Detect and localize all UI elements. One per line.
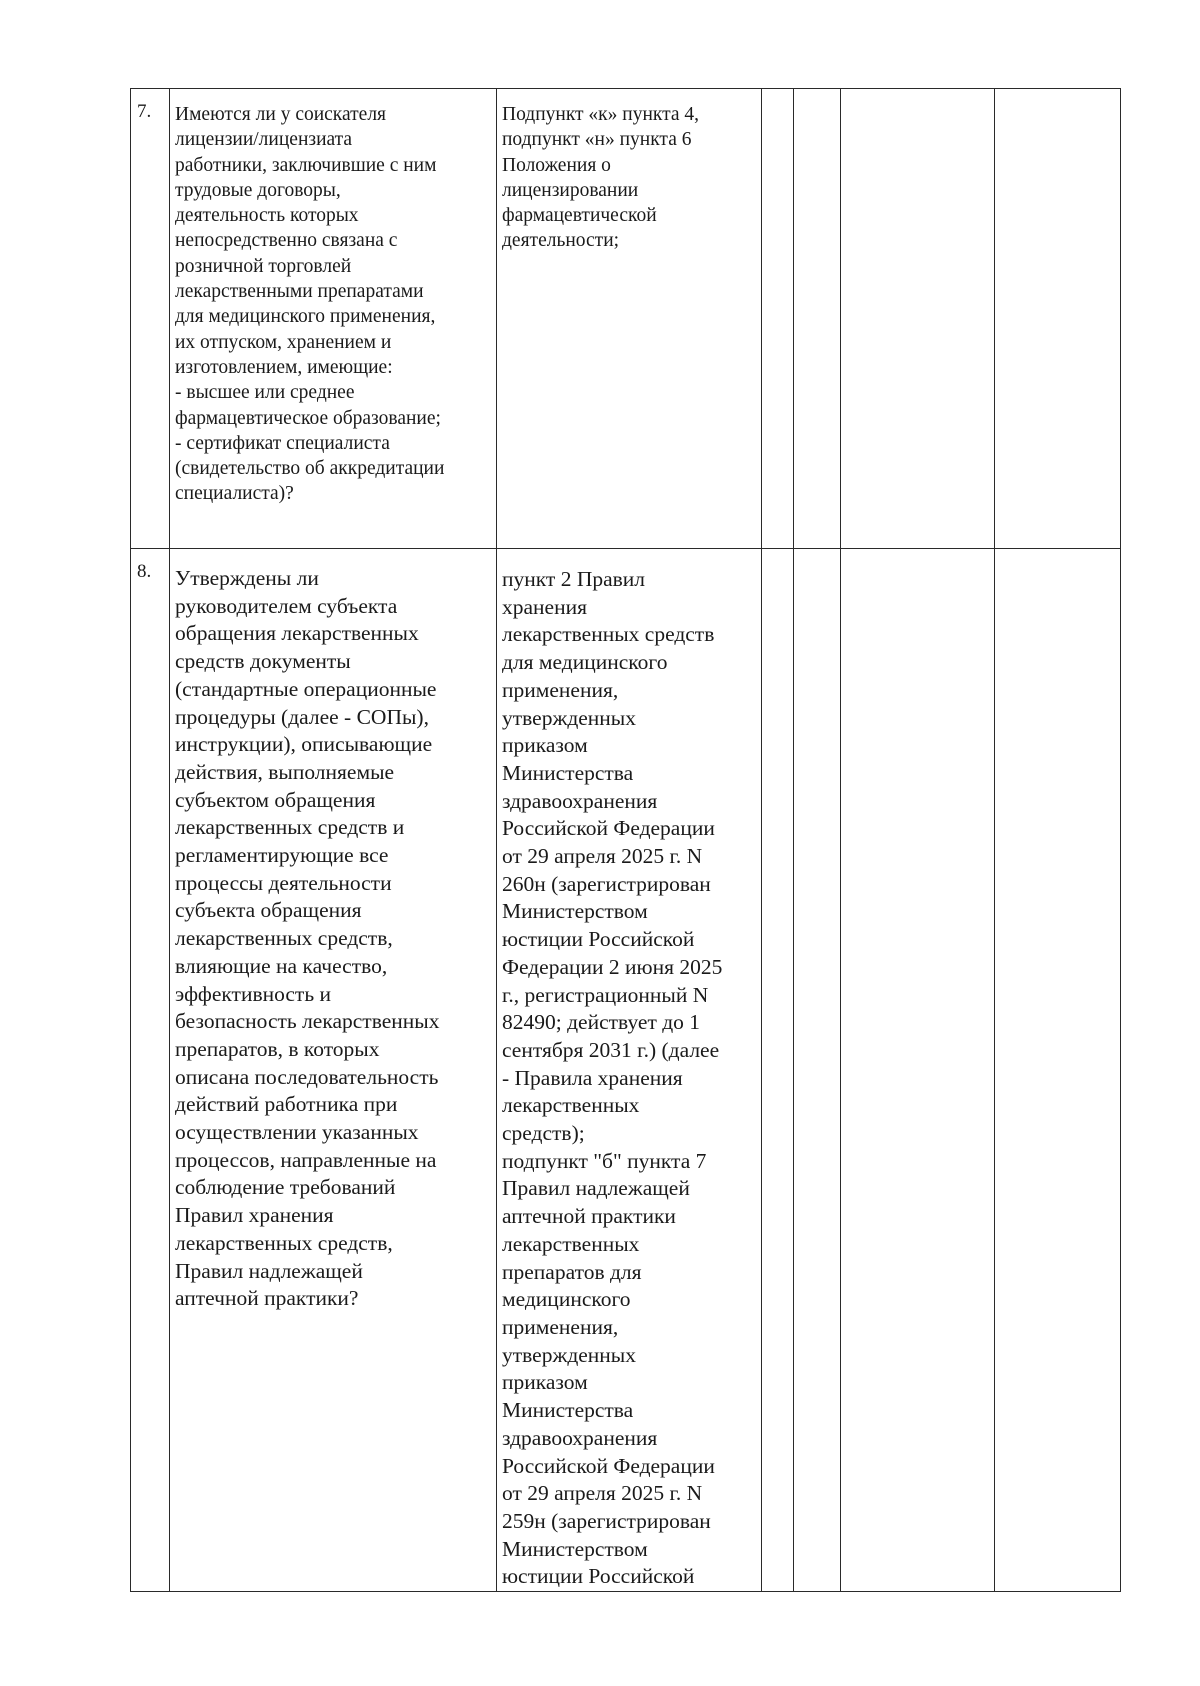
legal-reference-text: пункт 2 Правил хранения лекарственных средств для медицинского применения, утвержденных приказом Министерства здравоохранения Российской Федерации от 29 апреля 2025 г. N 260н (зарегистрирован Министерством юстиции Российской Федерации 2 июня 2025 г., регистрационный N 82490; действует до 1 сентября 2031 г.) (далее - Правила хранения лекарственных средств); подпункт "б" пункта 7 Правил надлежащей аптечной практики лекарственных препаратов для медицинского применения, утвержденных приказом Министерства здравоохранения Российской Федерации от 29 апреля 2025 г. N 259н (зарегистрирован Министерством юстиции Российской xyxy=(502,567,723,1589)
checklist-table xyxy=(130,88,1121,1592)
notes-cell xyxy=(995,549,1121,1592)
row-number-cell xyxy=(131,549,170,1592)
legal-reference-cell xyxy=(497,549,762,1592)
question-text: Утверждены ли руководителем субъекта обращения лекарственных средств документы (стандартные операционные процедуры (далее - СОПы), инструкции), описывающие действия, выполняемые субъектом обращения лекарственных средств и регламентирующие все процессы деятельности субъекта обращения лекарственных средств, влияющие на качество, эффективность и безопасность лекарственных препаратов, в которых описана последовательность действий работника при осуществлении указанных процессов, направленные на соблюдение требований Правил хранения лекарственных средств, Правил надлежащей аптечной практики? xyxy=(175,566,440,1311)
answer-yes-cell xyxy=(762,89,794,549)
answer-yes-cell xyxy=(762,549,794,1592)
row-number: 8. xyxy=(137,561,152,582)
row-number-cell xyxy=(131,89,170,549)
not-applicable-cell xyxy=(841,89,995,549)
table-row xyxy=(131,89,1121,549)
answer-no-cell xyxy=(794,549,841,1592)
table-row xyxy=(131,549,1121,1592)
not-applicable-cell xyxy=(841,549,995,1592)
legal-reference-cell xyxy=(497,89,762,549)
row-number: 7. xyxy=(137,101,152,122)
answer-no-cell xyxy=(794,89,841,549)
legal-reference-text: Подпункт «к» пункта 4, подпункт «н» пункта 6 Положения о лицензировании фармацевтической деятельности; xyxy=(502,104,700,252)
notes-cell xyxy=(995,89,1121,549)
question-cell xyxy=(170,89,497,549)
question-text: Имеются ли у соискателя лицензии/лицензиата работники, заключившие с ним трудовые договоры, деятельность которых непосредственно связана с розничной торговлей лекарственными препаратами для медицинского применения, их отпуском, хранением и изготовлением, имеющие: - высшее или среднее фармацевтическое образование; - сертификат специалиста (свидетельство об аккредитации специалиста)? xyxy=(175,104,445,505)
question-cell xyxy=(170,549,497,1592)
